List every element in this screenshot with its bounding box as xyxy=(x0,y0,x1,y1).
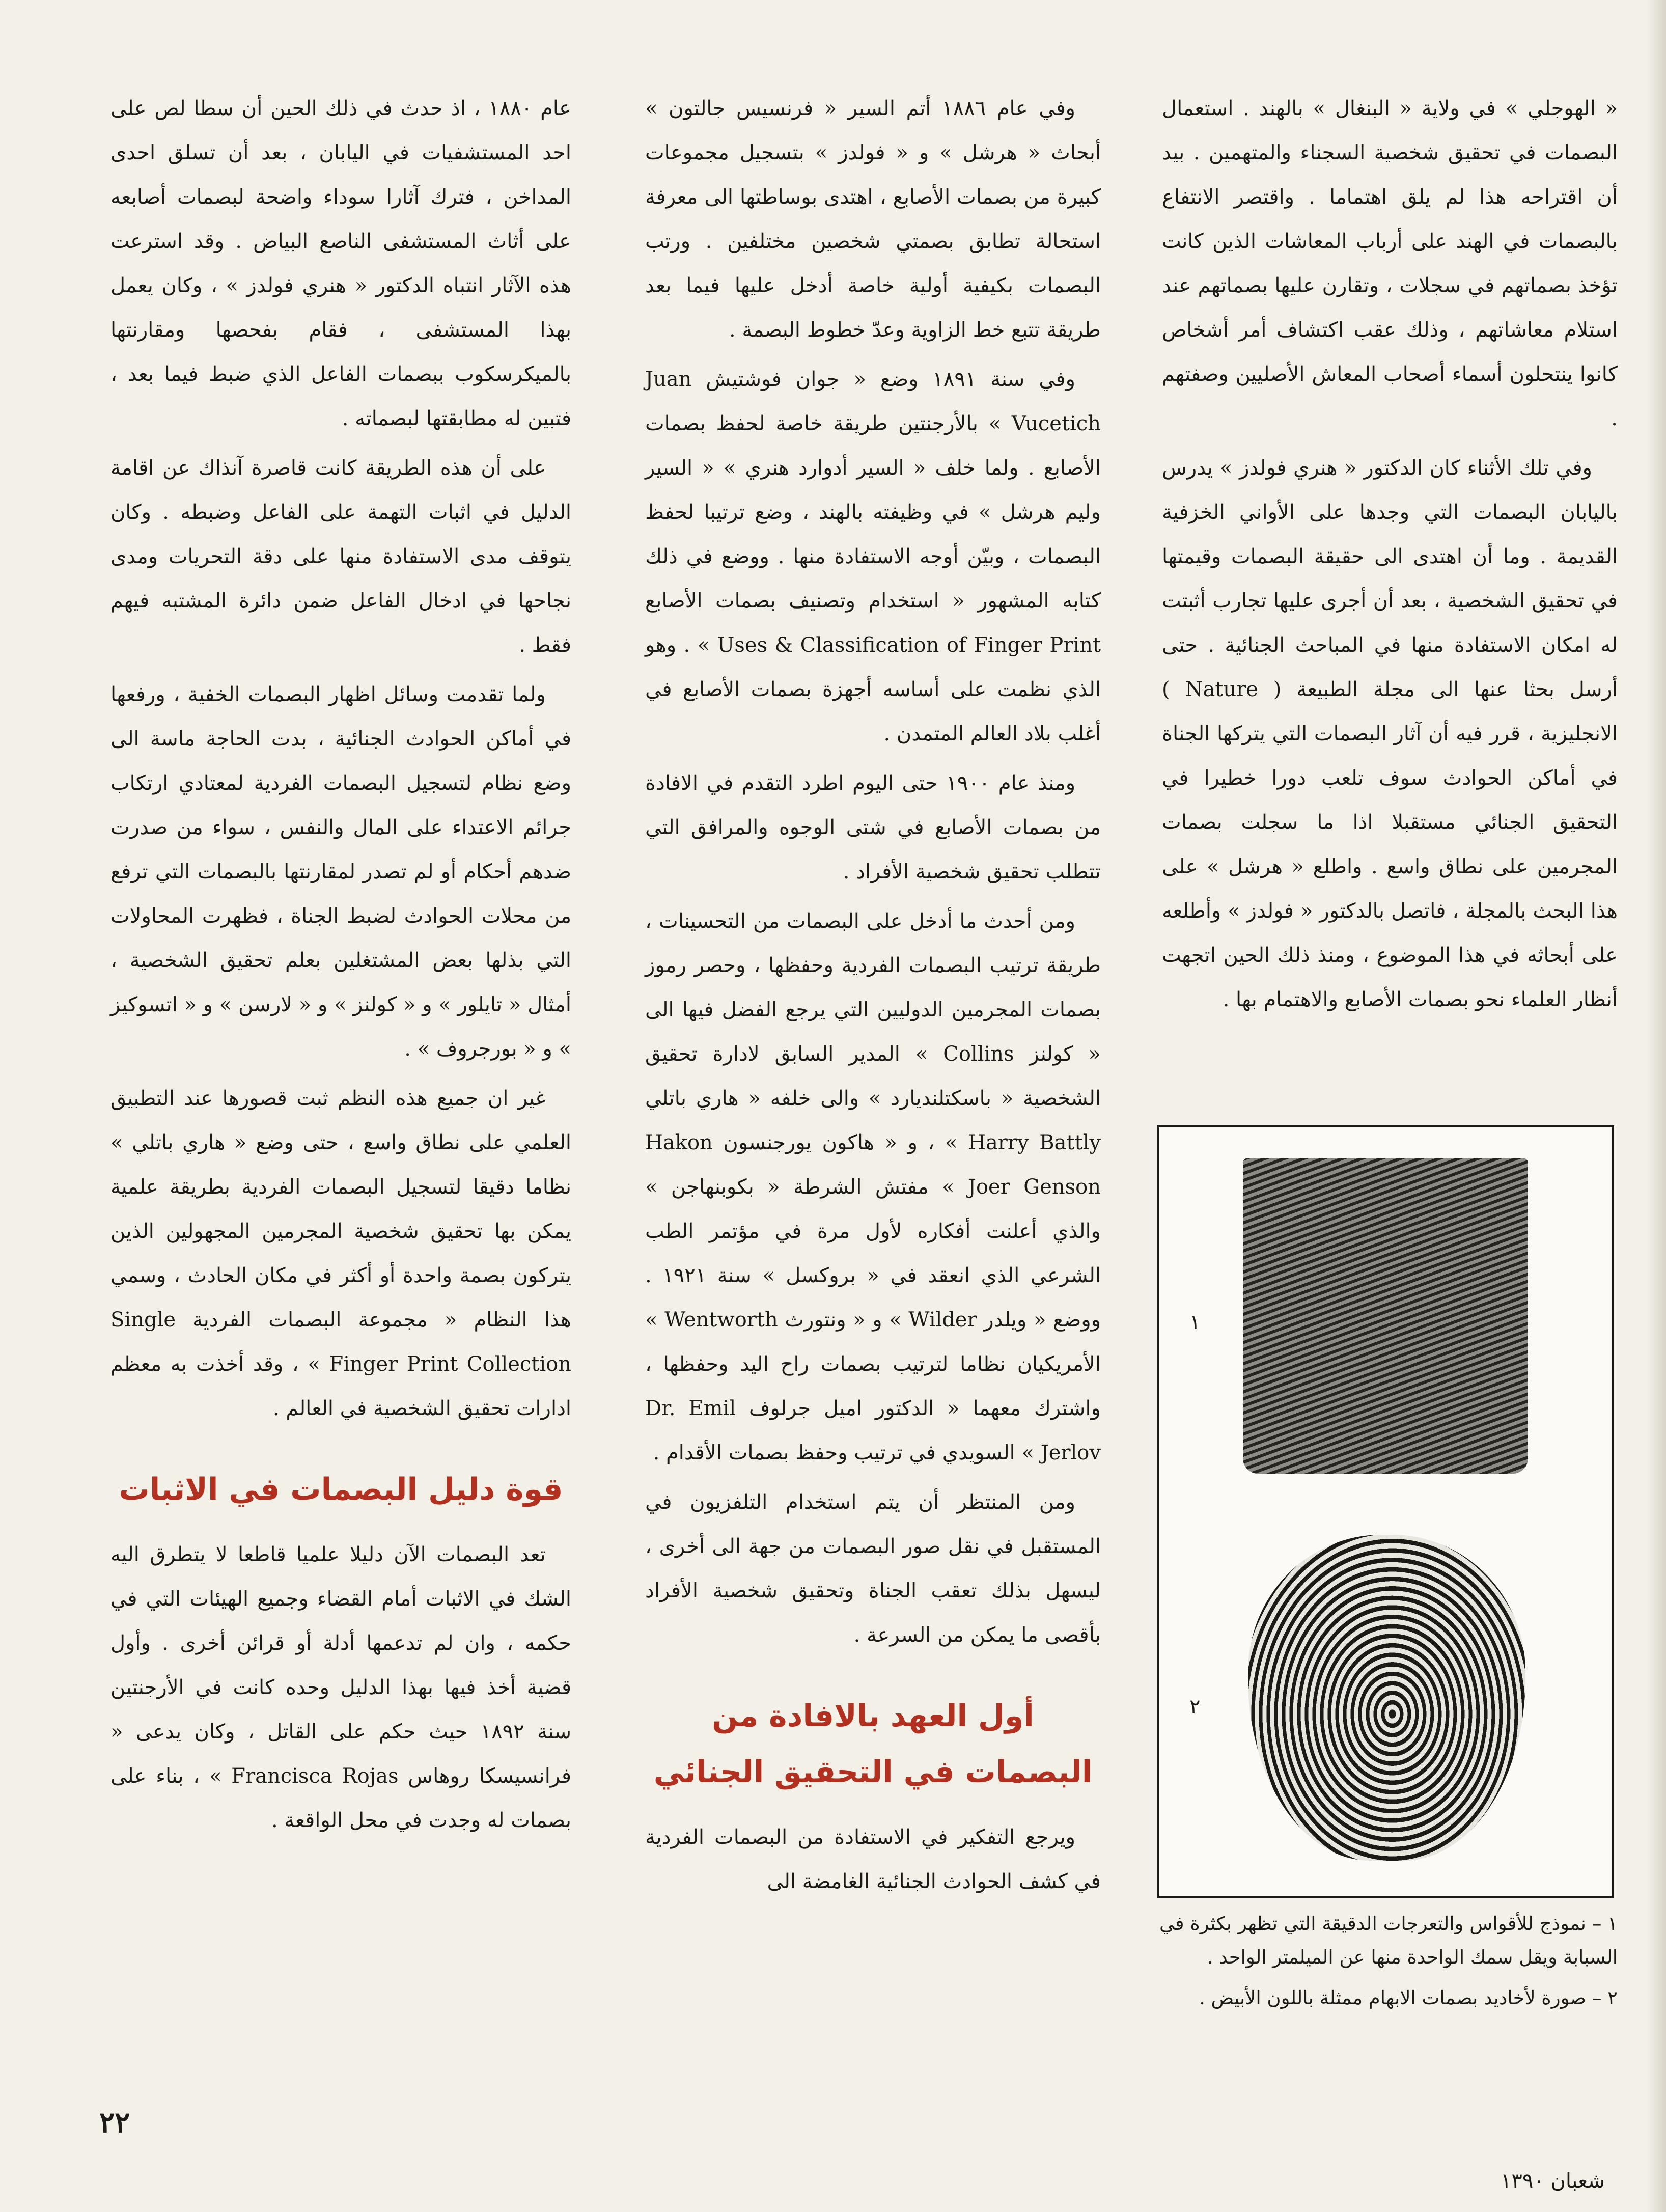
paragraph: غير ان جميع هذه النظم ثبت قصورها عند التطبيق العلمي على نطاق واسع ، حتى وضع « هاري باتلي » نظاما دقيقا لتسجيل البصمات الفردية بطريقة علمية يمكن بها تحقيق شخصية المجرمين المجهولين الذين يتركون بصمة واحدة أو أكثر في مكان الحادث ، وسمي هذا النظام « مجموعة البصمات الفردية Single Finger Print Collection » ، وقد أخذت به معظم ادارات تحقيق الشخصية في العالم . xyxy=(110,1087,571,1420)
figure-caption-1: ١ – نموذج للأقواس والتعرجات الدقيقة التي تظهر بكثرة في السبابة ويقل سمك الواحدة منها عن الميلمتر الواحد . xyxy=(1159,1913,1618,1968)
section-heading: قوة دليل البصمات في الاثبات xyxy=(119,1472,563,1507)
issue-date: شعبان ١٣٩٠ xyxy=(1500,2169,1605,2193)
paragraph: وفي عام ١٨٨٦ أتم السير « فرنسيس جالتون » أبحاث « هرشل » و « فولدز » بتسجيل مجموعات كبيرة من بصمات الأصابع ، اهتدى بوساطتها الى معرفة استحالة تطابق بصمتي شخصين مختلفين . ورتب البصمات بكيفية أولية خاصة أدخل عليها فيما بعد طريقة تتبع خط الزاوية وعدّ خطوط البصمة . xyxy=(645,97,1101,342)
paragraph: تعد البصمات الآن دليلا علميا قاطعا لا يتطرق اليه الشك في الاثبات أمام القضاء وجميع الهيئات التي في حكمه ، وان لم تدعمها أدلة أو قرائن أخرى . وأول قضية أخذ فيها بهذا الدليل وحده كانت في الأرجنتين سنة ١٨٩٢ حيث حكم على القاتل ، وكان يدعى « فرانسيسكا روهاس Francisca Rojas » ، بناء على بصمات له وجدت في محل الواقعة . xyxy=(110,1543,572,1832)
column-middle xyxy=(645,87,1101,1909)
paragraph: وفي سنة ١٨٩١ وضع « جوان فوشتيش Juan Vucetich » بالأرجنتين طريقة خاصة لحفظ بصمات الأصابع . ولما خلف « السير أدوارد هنري » « السير وليم هرشل » في وظيفته بالهند ، وضع ترتيبا لحفظ البصمات ، وبيّن أوجه الاستفادة منها . ووضع في ذلك كتابه المشهور « استخدام وتصنيف بصمات الأصابع Uses & Classification of Finger Print » . وهو الذي نظمت على أساسه أجهزة بصمات الأصابع في أغلب بلاد العالم المتمدن . xyxy=(645,368,1101,745)
figure-label-2: ٢ xyxy=(1189,1695,1201,1719)
paragraph: ويرجع التفكير في الاستفادة من البصمات الفردية في كشف الحوادث الجنائية الغامضة الى xyxy=(645,1826,1101,1893)
section-heading: أول العهد بالافادة من البصمات في التحقيق الجنائي xyxy=(653,1698,1093,1790)
paragraph: « الهوجلي » في ولاية « البنغال » بالهند . استعمال البصمات في تحقيق شخصية السجناء والمتهمين . بيد أن اقتراحه هذا لم يلق اهتماما . واقتصر الانتفاع بالبصمات في الهند على أرباب المعاشات الذين كانت تؤخذ بصماتهم في سجلات ، وتقارن عليها بصماتهم عند استلام معاشاتهم ، وذلك عقب اكتشاف أمر أشخاص كانوا ينتحلون أسماء أصحاب المعاش الأصليين وصفتهم . xyxy=(1162,97,1618,430)
column-left xyxy=(110,87,571,1848)
figure-captions xyxy=(1159,1907,1618,2022)
thumbprint-photo xyxy=(1248,1535,1525,1861)
figure-caption-2: ٢ – صورة لأخاديد بصمات الابهام ممثلة باللون الأبيض . xyxy=(1199,1987,1618,2009)
page-edge-shadow xyxy=(1647,0,1666,2212)
paragraph: ومنذ عام ١٩٠٠ حتى اليوم اطرد التقدم في الافادة من بصمات الأصابع في شتى الوجوه والمرافق التي تتطلب تحقيق شخصية الأفراد . xyxy=(645,771,1101,883)
paragraph: وفي تلك الأثناء كان الدكتور « هنري فولدز » يدرس باليابان البصمات التي وجدها على الأواني الخزفية القديمة . وما أن اهتدى الى حقيقة البصمات وقيمتها في تحقيق الشخصية ، بعد أن أجرى عليها تجارب أثبتت له امكان الاستفادة منها في المباحث الجنائية . حتى أرسل بحثا عنها الى مجلة الطبيعة ( Nature ) الانجليزية ، قرر فيه أن آثار البصمات التي يتركها الجناة في أماكن الحوادث سوف تلعب دورا خطيرا في التحقيق الجنائي مستقبلا اذا ما سجلت بصمات المجرمين على نطاق واسع . واطلع « هرشل » على هذا البحث بالمجلة ، فاتصل بالدكتور « فولدز » وأطلعه على أبحاثه في هذا الموضوع ، ومنذ ذلك الحين اتجهت أنظار العلماء نحو بصمات الأصابع والاهتمام بها . xyxy=(1162,456,1618,1011)
paragraph: على أن هذه الطريقة كانت قاصرة آنذاك عن اقامة الدليل في اثبات التهمة على الفاعل وضبطه . وكان يتوقف مدى الاستفادة منها على دقة التحريات ومدى نجاحها في ادخال الفاعل ضمن دائرة المشتبه فيهم فقط . xyxy=(110,456,571,657)
column-right xyxy=(1162,87,1618,1027)
paragraph: عام ١٨٨٠ ، اذ حدث في ذلك الحين أن سطا لص على احد المستشفيات في اليابان ، بعد أن تسلق احدى المداخن ، فترك آثارا سوداء واضحة لبصمات أصابعه على أثاث المستشفى الناصع البياض . وقد استرعت هذه الآثار انتباه الدكتور « هنري فولدز » ، وكان يعمل بهذا المستشفى ، فقام بفحصها ومقارنتها بالميكرسكوب ببصمات الفاعل الذي ضبط فيما بعد ، فتبين له مطابقتها لبصماته . xyxy=(110,97,571,430)
paragraph: ومن المنتظر أن يتم استخدام التلفزيون في المستقبل في نقل صور البصمات من جهة الى أخرى ، ليسهل بذلك تعقب الجناة وتحقيق شخصية الأفراد بأقصى ما يمكن من السرعة . xyxy=(645,1490,1101,1647)
figure-label-1: ١ xyxy=(1189,1311,1201,1334)
finger-ridges-photo xyxy=(1243,1158,1528,1474)
fingerprint-figure xyxy=(1157,1125,1614,1898)
paragraph: ومن أحدث ما أدخل على البصمات من التحسينات ، طريقة ترتيب البصمات الفردية وحفظها ، وحصر رموز بصمات المجرمين الدوليين التي يرجع الفضل فيها الى « كولنز Collins » المدير السابق لادارة تحقيق الشخصية « باسكتلنديارد » والى خلفه « هاري باتلي Harry Battly » ، و « هاكون يورجنسون Hakon Joer Genson » مفتش الشرطة « بكوبنهاجن » والذي أعلنت أفكاره لأول مرة في مؤتمر الطب الشرعي الذي انعقد في « بروكسل » سنة ١٩٢١ . ووضع « ويلدر Wilder » و « ونتورث Wentworth » الأمريكيان نظاما لترتيب بصمات راح اليد وحفظها ، واشترك معهما « الدكتور اميل جرلوف Dr. Emil Jerlov » السويدي في ترتيب وحفظ بصمات الأقدام . xyxy=(645,909,1101,1464)
page-number: ٢٢ xyxy=(99,2106,130,2139)
paragraph: ولما تقدمت وسائل اظهار البصمات الخفية ، ورفعها في أماكن الحوادث الجنائية ، بدت الحاجة ماسة الى وضع نظام لتسجيل البصمات الفردية لمعتادي ارتكاب جرائم الاعتداء على المال والنفس ، سواء من صدرت ضدهم أحكام أو لم تصدر لمقارنتها بالبصمات التي ترفع من محلات الحوادث لضبط الجناة ، فظهرت المحاولات التي بذلها بعض المشتغلين بعلم تحقيق الشخصية ، أمثال « تايلور » و « كولنز » و « لارسن » و « اتسوكيز » و « بورجروف » . xyxy=(110,683,571,1061)
